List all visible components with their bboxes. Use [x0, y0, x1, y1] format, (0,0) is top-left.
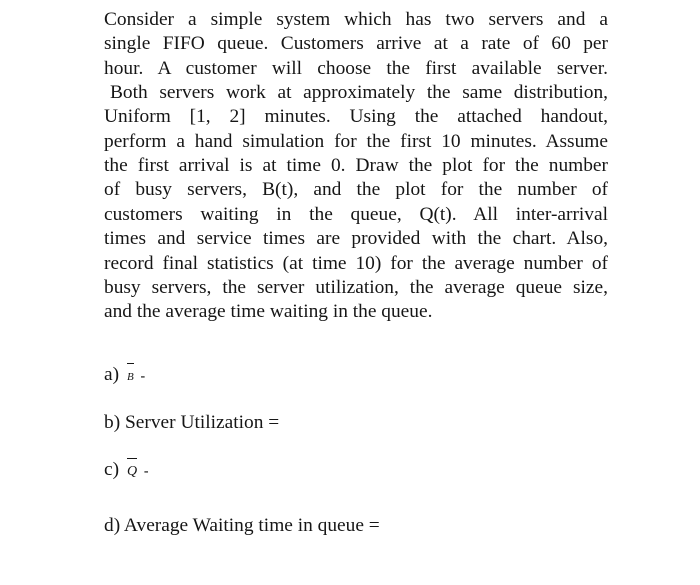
problem-line-13: and the average time waiting in the queue. [104, 301, 433, 323]
problem-line-6: perform a hand simulation for the first 10 minutes. Assume [104, 130, 608, 152]
problem-line-9: customers waiting in the queue, Q(t). All inter-arrival [104, 203, 608, 225]
question-a-label: a) [104, 364, 120, 385]
problem-line-7: the first arrival is at time 0. Draw the plot for the number [104, 155, 608, 177]
q-bar-symbol: Q [127, 460, 137, 484]
question-c [104, 458, 149, 484]
b-bar-symbol: B [127, 365, 134, 389]
problem-line-2: single FIFO queue. Customers arrive at a rate of 60 per [104, 33, 608, 55]
problem-line-4: Both servers work at approximately the same distribution, [110, 82, 608, 104]
question-c-equals: - [143, 464, 149, 479]
problem-line-11: record final statistics (at time 10) for the average number of [104, 252, 608, 274]
problem-line-12: busy servers, the server utilization, the average queue size, [104, 276, 608, 298]
problem-line-1: Consider a simple system which has two servers and a [104, 9, 608, 30]
problem-line-5: Uniform [1, 2] minutes. Using the attached handout, [104, 106, 608, 128]
problem-line-8: of busy servers, B(t), and the plot for the number of [104, 179, 608, 201]
question-b: b) Server Utilization = [104, 412, 280, 433]
question-d: d) Average Waiting time in queue = [104, 515, 380, 536]
question-c-label: c) [104, 459, 120, 480]
problem-line-10: times and service times are provided with the chart. Also, [104, 228, 608, 250]
question-a [104, 363, 145, 389]
question-a-equals: - [140, 369, 146, 384]
problem-line-3: hour. A customer will choose the first available server. [104, 57, 608, 79]
